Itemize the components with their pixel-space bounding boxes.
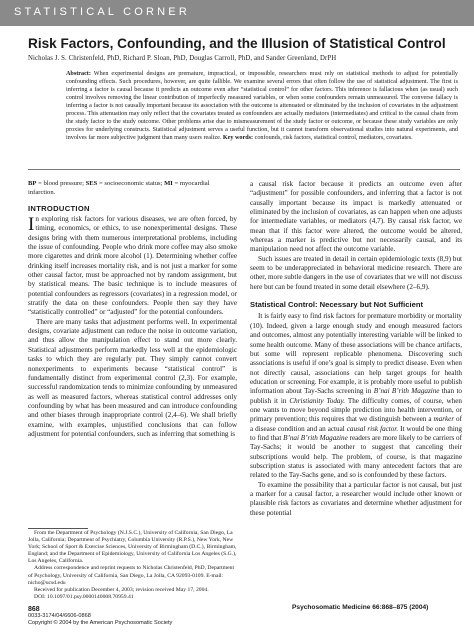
footnote-rule bbox=[28, 528, 88, 529]
article-authors: Nicholas J. S. Christenfeld, PhD, Richard P. Sloan, PhD, Douglas Carroll, PhD, and Sander Greenland, DrPH bbox=[28, 55, 337, 62]
page-footer-left bbox=[28, 606, 172, 627]
journal-citation: Psychosomatic Medicine 66:868–875 (2004) bbox=[292, 604, 429, 611]
publication-name: Christianity Today. bbox=[289, 396, 346, 405]
p3-text-e: It would be one thing to find that bbox=[250, 424, 462, 442]
p3-text-a: It is fairly easy to find risk factors for premature morbidity or mortality (10). Indeed, given a large enough study and enough measured factors and outcomes, almost any potentially interesting variable will be linked to some health outcome. Many of these associations will be chance artifacts, but some will represent replicable phenomena. Discovering such associations is useful if one’s goal is simply to predict disease. Even when not directly causal, associations can help target groups for health education or screening. For example, it is probably more useful to publish information about Tay-Sachs screening in bbox=[250, 312, 462, 396]
abstract-label: Abstract: bbox=[66, 71, 91, 77]
left-column bbox=[28, 215, 237, 439]
intro-paragraph-1 bbox=[28, 215, 237, 318]
section-banner-label: STATISTICAL CORNER bbox=[14, 6, 190, 18]
abbrev-bp: blood pressure; bbox=[43, 180, 84, 187]
p3-text-f: readers are more likely to be carriers of Tay-Sachs; it would be another to suggest that canceling their subscriptions would help. The problem, of course, is that magazine subscription status is associated with many antecedent factors that are related to the Tay-Sachs gene, and so is confounded by these factors. bbox=[250, 433, 462, 480]
abbrev-ses: socioeconomic status; bbox=[104, 180, 163, 187]
abbrev-mi: myocardial infarction. bbox=[28, 180, 210, 196]
emphasis-term: marker bbox=[433, 415, 455, 424]
keywords-label: Key words: bbox=[222, 135, 254, 142]
abstract-text: When experimental designs are premature, impractical, or impossible, researchers must rely on statistical methods to adjust for potentially confounding effects. Such procedures, however, are quite fallible. We examine several errors that often follow the use of statistical adjustment. The first is inferring a factor is causal because it predicts an outcome even after “statistical control” for other factors. This inference is fallacious when (as usual) such control involves removing the linear contribution of imperfectly measured variables, or when some confounders remain unmeasured. The converse fallacy is inferring a factor is not causally important because its association with the outcome is attenuated or eliminated by the inclusion of covariates in the adjustment process. This attenuation may only reflect that the covariates treated as confounders are actually mediators (intermediates) and critical to the causal chain from the study factor to the study outcome. Other problems arise due to mismeasurement of the study factor or outcome, or because these study variables are only proxies for underlying constructs. Statistical adjustment serves a useful function, but it cannot transform observational studies into natural experiments, and involves far more subjective judgment than many users realize. bbox=[66, 71, 458, 142]
page-number: 868 bbox=[28, 606, 40, 613]
publication-name: B’nai B’rith Magazine bbox=[373, 387, 440, 396]
footnote-received: Received for publication December 4, 2003; revision received May 17, 2004. bbox=[34, 586, 209, 593]
abbreviations: BP = blood pressure; SES = socioeconomic status; MI = myocardial infarction. bbox=[28, 180, 210, 196]
right-paragraph-1: a causal risk factor because it predicts an outcome even after “adjustment” for possible confounders, and inferring that a factor is not causally important because its impact is markedly attenuated or eliminated by the inclusion of covariates, as can happen when one adjusts for intermediate variables, or mediators (4,7). By causal risk factor, we mean that if this factor were altered, the outcome would be altered, whereas a marker is predictive but not necessarily causal, and its manipulation need not affect the outcome variable. bbox=[250, 180, 462, 254]
copyright: Copyright © 2004 by the American Psychosomatic Society bbox=[28, 620, 173, 626]
right-paragraph-2: Such issues are treated in detail in certain epidemiologic texts (8,9) but seem to be underappreciated in behavioral medicine research. There are other, more subtle dangers in the use of covariates that we will not discuss here but can be found treated in some detail elsewhere (2–6,9). bbox=[250, 254, 462, 291]
footnote-correspondence: Address correspondence and reprint requests to Nicholas Christenfeld, PhD, Department of Psychology, University of California, San Diego, La Jolla, CA 92093-0109. E-mail: nicho@ucsd.edu bbox=[28, 565, 235, 586]
footnote-doi: DOI: 10.1097/01.psy.0000140008.70959.41 bbox=[34, 593, 134, 600]
right-paragraph-4: To examine the possibility that a particular factor is not causal, but just a marker for a causal factor, a researcher would include other known or plausible risk factors as covariates and determine whether adjustment for these potential bbox=[250, 480, 462, 517]
p3-text-c: The difficulty comes, of course, when one wants to move beyond simple prediction into health intervention, or primary prevention; this requires that we distinguish between a bbox=[250, 396, 462, 424]
emphasis-term: causal risk factor. bbox=[346, 424, 399, 433]
right-column bbox=[250, 180, 462, 518]
intro-paragraph-1-text: n exploring risk factors for various diseases, we are often forced, by timing, economics, or ethics, to use nonexperimental designs. These designs bring with them numerous interpretational problems, including the issue of confounding. People who drink more coffee may also smoke more cigarettes and drink more alcohol (1). Determining whether coffee drinking itself increases mortality risk, and is not just a marker for some other causal factor, must be approached not by random assignment, but by statistical means. The basic technique is to include measures of potential confounders as regressors (covariates) in a regression model, or stratify the data on these confounders. People then say they have “statistically controlled” or “adjusted” for the potential confounders. bbox=[28, 215, 237, 317]
subsection-heading: Statistical Control: Necessary but Not Sufficient bbox=[250, 300, 423, 310]
publication-name: B’nai B’rith Magazine bbox=[283, 433, 348, 442]
intro-paragraph-2: There are many tasks that adjustment performs well. In experimental designs, covariate adjustment can reduce the noise in outcome variation, and thus allow the manipulation effect to stand out more clearly. Statistical adjustments perform markedly less well at the epidemiologic tasks to which they are regularly put. They simply cannot convert nonexperiments to experiments because “statistical control” is fundamentally distinct from experimental control (2,3). For example, successful randomization tends to minimize confounding by unmeasured as well as measured factors, whereas statistical control addresses only confounding by what has been measured and can introduce confounding and other biases through inappropriate control (2,4–6). We shall briefly examine, with examples, unjustified conclusions that can follow adjustment for potential confounders, such as inferring that something is bbox=[28, 317, 237, 438]
footnotes bbox=[28, 530, 238, 601]
right-paragraph-3 bbox=[250, 312, 462, 480]
abbrev-key-ses: SES bbox=[85, 180, 98, 187]
p3-text-b: than to publish it in bbox=[250, 387, 462, 405]
abstract-block bbox=[66, 70, 458, 142]
keywords-text: confounds, risk factors, statistical control, mediators, covariates. bbox=[254, 135, 413, 142]
introduction-heading: INTRODUCTION bbox=[28, 204, 90, 213]
issn: 0033-3174/04/6606-0868 bbox=[28, 613, 91, 619]
article-title: Risk Factors, Confounding, and the Illusion of Statistical Control bbox=[28, 36, 446, 51]
drop-cap: I bbox=[28, 214, 35, 235]
abstract-divider bbox=[28, 169, 460, 170]
p3-text-d: of a disease condition and an actual bbox=[250, 415, 463, 433]
abbrev-key-mi: MI bbox=[164, 180, 173, 187]
footnote-affiliations: From the Department of Psychology (N.J.S.C.), University of California, San Diego, La Jolla, California; Department of Psychiatry, Columbia University (R.P.S.), New York, New York; School of Sport & Exercise Sciences, University of Birmingham (D.C.), Birmingham, England; and the Department of Epidemiology, University of California Los Angeles (S.G.), Los Angeles, California. bbox=[28, 530, 237, 565]
abbrev-key-bp: BP bbox=[28, 180, 37, 187]
section-banner bbox=[0, 0, 474, 26]
